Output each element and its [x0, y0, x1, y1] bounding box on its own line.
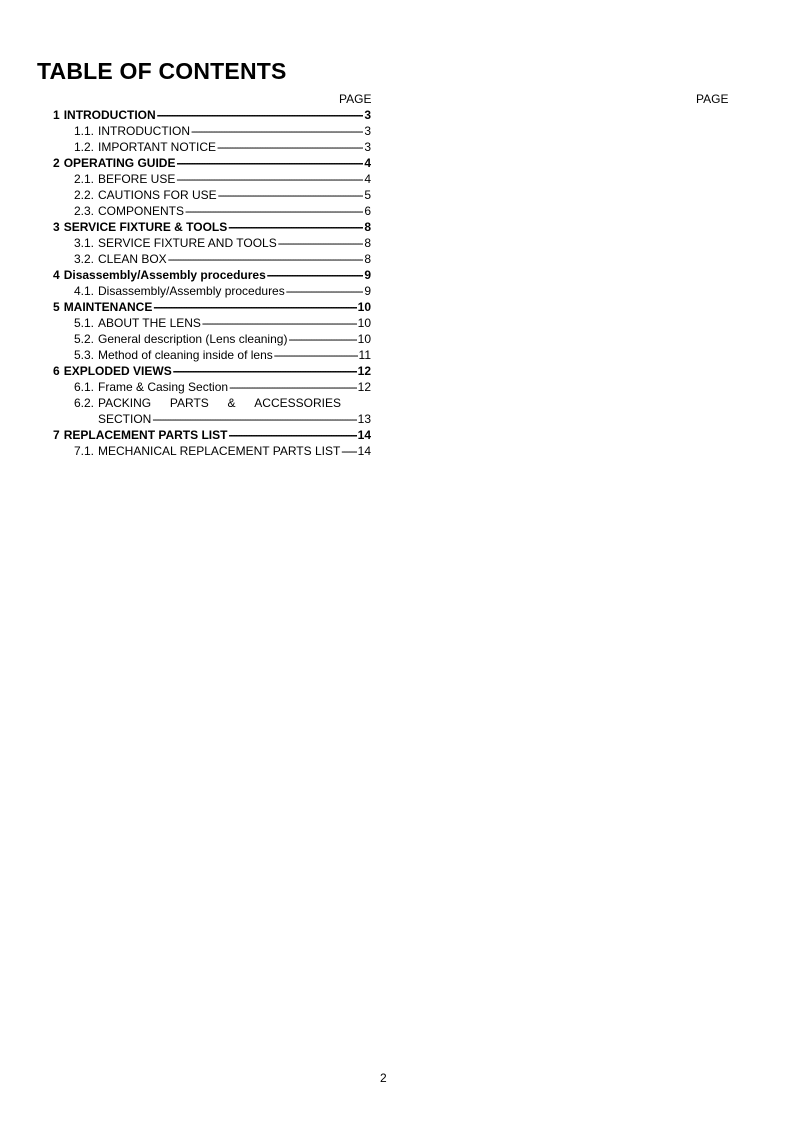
- toc-text: COMPONENTS: [98, 204, 185, 218]
- page-title: TABLE OF CONTENTS: [37, 58, 287, 84]
- toc-text: IMPORTANT NOTICE: [98, 140, 217, 154]
- toc-text: OPERATING GUIDE: [63, 156, 176, 170]
- toc-number: 6.2.: [74, 396, 95, 410]
- toc-entry[interactable]: [53, 395, 371, 411]
- toc-entry[interactable]: [53, 267, 371, 283]
- toc-page: 13: [357, 412, 371, 426]
- toc-entry[interactable]: [53, 235, 371, 251]
- toc-number: 6: [53, 364, 60, 378]
- toc-text: BEFORE USE: [98, 172, 176, 186]
- toc-leader: [176, 171, 363, 187]
- toc-page: 3: [364, 124, 371, 138]
- toc-entry[interactable]: [53, 219, 371, 235]
- toc-leader: [185, 203, 363, 219]
- toc-entry[interactable]: [53, 155, 371, 171]
- toc-entry[interactable]: [53, 427, 371, 443]
- toc-page: 9: [364, 268, 371, 282]
- toc-leader: [341, 443, 356, 459]
- toc-page: 9: [364, 284, 371, 298]
- toc-number: 1.1.: [74, 124, 95, 138]
- toc-text: ABOUT THE LENS: [98, 316, 201, 330]
- toc-text: REPLACEMENT PARTS LIST: [63, 428, 228, 442]
- toc-leader: [217, 139, 363, 155]
- toc-number: 3.1.: [74, 236, 95, 250]
- toc-leader: [229, 379, 357, 395]
- toc-number: 2.1.: [74, 172, 95, 186]
- toc-number: 4: [53, 268, 60, 282]
- toc-text: Disassembly/Assembly procedures: [63, 268, 266, 282]
- toc-leader: [278, 235, 364, 251]
- toc-leader: [168, 251, 364, 267]
- toc-entry[interactable]: [53, 171, 371, 187]
- toc-number: 5.3.: [74, 348, 95, 362]
- toc-leader: [176, 155, 363, 171]
- toc-entry-continuation[interactable]: [53, 411, 371, 427]
- toc-text: Frame & Casing Section: [98, 380, 229, 394]
- toc-word: &: [227, 396, 236, 410]
- toc-entry[interactable]: [53, 283, 371, 299]
- toc-page: 8: [364, 220, 371, 234]
- toc-leader: [286, 283, 364, 299]
- page-column-header-right: PAGE: [696, 92, 729, 106]
- toc-page: 10: [357, 316, 371, 330]
- toc-entry[interactable]: [53, 299, 371, 315]
- toc-page: 10: [357, 332, 371, 346]
- toc-entry[interactable]: [53, 107, 371, 123]
- toc-word: PARTS: [169, 396, 209, 410]
- toc-number: 2.2.: [74, 188, 95, 202]
- toc-page: 3: [364, 140, 371, 154]
- toc-entry[interactable]: [53, 443, 371, 459]
- toc-page: 4: [364, 172, 371, 186]
- toc-number: 7.1.: [74, 444, 95, 458]
- toc-number: 4.1.: [74, 284, 95, 298]
- toc-entry[interactable]: [53, 331, 371, 347]
- toc-number: 5.2.: [74, 332, 95, 346]
- toc-number: 1: [53, 108, 60, 122]
- toc-page: 11: [358, 348, 371, 362]
- toc-text: SECTION: [98, 412, 152, 426]
- toc-page: 8: [364, 236, 371, 250]
- toc-text: SERVICE FIXTURE & TOOLS: [63, 220, 228, 234]
- toc-word: ACCESSORIES: [254, 396, 341, 410]
- toc-number: 5: [53, 300, 60, 314]
- toc-entry[interactable]: [53, 187, 371, 203]
- toc-leader: [228, 427, 356, 443]
- toc-text: General description (Lens cleaning): [98, 332, 288, 346]
- toc-number: 5.1.: [74, 316, 95, 330]
- toc-entry[interactable]: [53, 347, 371, 363]
- toc-leader: [157, 107, 364, 123]
- toc-text: EXPLODED VIEWS: [63, 364, 172, 378]
- toc-number: 3: [53, 220, 60, 234]
- page-column-header-left: PAGE: [339, 92, 372, 106]
- toc-text: INTRODUCTION: [98, 124, 190, 138]
- toc-page: 14: [357, 428, 371, 442]
- toc-text: Method of cleaning inside of lens: [98, 348, 273, 362]
- toc-entry[interactable]: [53, 139, 371, 155]
- toc-leader: [267, 267, 364, 283]
- toc-entry[interactable]: [53, 123, 371, 139]
- toc-leader: [152, 411, 356, 427]
- toc-text: CAUTIONS FOR USE: [98, 188, 217, 202]
- toc-number: 2: [53, 156, 60, 170]
- toc-entry[interactable]: [53, 315, 371, 331]
- toc-leader: [191, 123, 363, 139]
- toc-text: MAINTENANCE: [63, 300, 153, 314]
- toc-text: [98, 395, 371, 411]
- toc-number: 6.1.: [74, 380, 95, 394]
- toc-word: PACKING: [98, 396, 152, 410]
- toc-page: 4: [364, 156, 371, 170]
- toc-page: 14: [357, 444, 371, 458]
- toc-leader: [173, 363, 357, 379]
- toc-leader: [218, 187, 364, 203]
- toc-leader: [202, 315, 357, 331]
- toc-entry[interactable]: [53, 379, 371, 395]
- table-of-contents: [53, 107, 371, 459]
- toc-leader: [228, 219, 363, 235]
- toc-text: SERVICE FIXTURE AND TOOLS: [98, 236, 277, 250]
- toc-text: MECHANICAL REPLACEMENT PARTS LIST: [98, 444, 341, 458]
- toc-text: INTRODUCTION: [63, 108, 156, 122]
- toc-page: 8: [364, 252, 371, 266]
- toc-number: 2.3.: [74, 204, 95, 218]
- toc-entry[interactable]: [53, 251, 371, 267]
- toc-text: Disassembly/Assembly procedures: [98, 284, 285, 298]
- toc-number: 1.2.: [74, 140, 95, 154]
- toc-page: 5: [364, 188, 371, 202]
- toc-number: 7: [53, 428, 60, 442]
- toc-page: 12: [357, 364, 371, 378]
- toc-page: 10: [357, 300, 371, 314]
- toc-leader: [288, 331, 356, 347]
- toc-text: CLEAN BOX: [98, 252, 167, 266]
- page-number: 2: [380, 1071, 387, 1085]
- toc-number: 3.2.: [74, 252, 95, 266]
- toc-page: 12: [357, 380, 371, 394]
- toc-page: 6: [364, 204, 371, 218]
- toc-leader: [274, 347, 358, 363]
- toc-page: 3: [364, 108, 371, 122]
- toc-entry[interactable]: [53, 363, 371, 379]
- toc-leader: [153, 299, 356, 315]
- toc-entry[interactable]: [53, 203, 371, 219]
